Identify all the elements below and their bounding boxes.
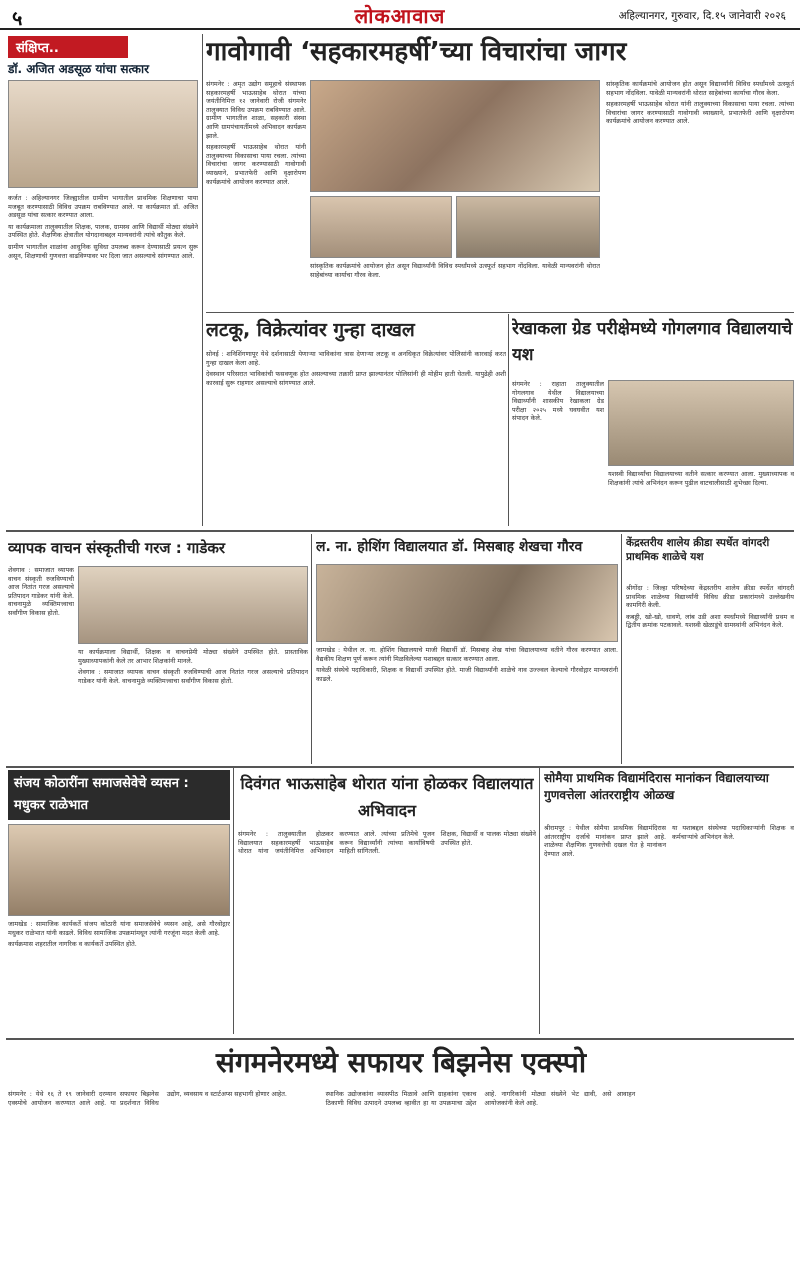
rekhakala-headline: रेखाकला ग्रेड परीक्षेमध्ये गोगलगाव विद्यालयाचे यश — [512, 319, 793, 365]
someya-body — [544, 824, 794, 1034]
sahakar-photo-main — [310, 80, 600, 192]
rekhakala-body — [512, 380, 604, 526]
latkoo-paragraph: सोनई : शनिशिंगणापूर येथे दर्शनासाठी येणाऱ्या भाविकांना त्रास देणाऱ्या लटकू व अनधिकृत विक्रेत्यांवर पोलिसांनी कारवाई करत गुन्हा दाखल केला आहे. — [206, 350, 506, 367]
sanjay-headline: संजय कोठारींना समाजसेवेचे व्यसन : मधुकर राळेभात — [8, 770, 230, 820]
horshing-headline: ल. ना. होशिंग विद्यालयात डॉ. मिसबाह शेखचा गौरव — [316, 539, 583, 555]
someya-paragraph: या यशाबद्दल संस्थेच्या पदाधिकाऱ्यांनी शिक्षक व कर्मचाऱ्यांचे अभिनंदन केले. — [672, 824, 794, 841]
sahakar-body-side — [606, 80, 794, 302]
latkoo-headline: लटकू, विक्रेत्यांवर गुन्हा दाखल — [206, 319, 415, 341]
section-divider — [6, 1038, 794, 1040]
horshing-paragraph: जामखेड : येथील ल. ना. होशिंग विद्यालयाचे माजी विद्यार्थी डॉ. मिसबाह शेख यांचा विद्यालयाच्या वतीने गौरव करण्यात आला. वैद्यकीय शिक्षण पूर्ण करून त्यांनी मिळविलेल्या यशाबद्दल सत्कार करण्यात आला. — [316, 646, 618, 663]
sidebar-label: संक्षिप्त.. — [8, 36, 128, 58]
vachan-body — [8, 566, 74, 762]
rekhakala-photo — [608, 380, 794, 466]
holkar-body — [238, 830, 536, 1034]
section-divider — [206, 312, 794, 313]
rekhakala-paragraph: संगमनेर : राहाता तालुक्यातील गोगलगाव येथील विद्यालयाच्या विद्यार्थ्यांनी शासकीय रेखाकला ग्रेड परीक्षा २०२५ मध्ये घवघवीत यश संपादन केले. — [512, 380, 604, 423]
masthead — [0, 0, 800, 30]
sahakar-paragraph: सहकारमहर्षी भाऊसाहेब थोरात यांनी तालुक्याच्या विकासाचा पाया रचला. त्यांच्या विचारांचा जागर करण्यासाठी गावोगावी व्याख्याने, प्रभातफेरी आणि वृक्षारोपण कार्यक्रमांचे आयोजन करण्यात आले. — [606, 100, 794, 126]
column-divider — [233, 768, 234, 1034]
sanjay-paragraph: जामखेड : सामाजिक कार्यकर्ते संजय कोठारी यांना समाजसेवेचे व्यसन आहे, असे गौरवोद्गार मधुकर राळेभात यांनी काढले. विविध सामाजिक उपक्रमांमधून त्यांनी गरजूंना मदत केली आहे. — [8, 920, 230, 937]
vachan-paragraph: शेवगाव : समाजात व्यापक वाचन संस्कृती रुजविण्याची आज नितांत गरज असल्याचे प्रतिपादन गाडेकर यांनी केले. वाचनामुळे व्यक्तिमत्त्वाचा सर्वांगीण विकास होतो. — [78, 668, 308, 685]
vachan-headline: व्यापक वाचन संस्कृतीची गरज : गाडेकर — [8, 539, 226, 557]
newspaper-logo: लोकआवाज — [354, 4, 446, 28]
sidebar-headline: डॉ. अजित अडसूळ यांचा सत्कार — [8, 62, 150, 76]
sahakar-headline: गावोगावी ‘सहकारमहर्षी’च्या विचारांचा जागर — [206, 37, 627, 67]
section-divider — [6, 766, 794, 768]
sahakar-photo-right — [456, 196, 600, 258]
sidebar-body — [8, 194, 198, 524]
vachan-body-2 — [78, 648, 308, 762]
vachan-paragraph: या कार्यक्रमाला विद्यार्थी, शिक्षक व वाचनप्रेमी मोठ्या संख्येने उपस्थित होते. प्रास्ताविक मुख्याध्यापकांनी केले तर आभार शिक्षकांनी मानले. — [78, 648, 308, 665]
sanjay-body — [8, 920, 230, 1034]
column-divider — [202, 34, 203, 526]
sidebar-paragraph: कर्जत : अहिल्यानगर जिल्ह्यातील ग्रामीण भागातील प्राथमिक शिक्षणाचा पाया मजबूत करण्यासाठी विविध उपक्रम राबविण्यात आले. या कार्यक्रमात डॉ. अजित अडसूळ यांचा सत्कार करण्यात आला. — [8, 194, 198, 220]
sahakar-photo-left — [310, 196, 452, 258]
someya-paragraph: श्रीरामपूर : येथील सोमैया प्राथमिक विद्यामंदिरास आंतरराष्ट्रीय दर्जाचे मानांकन प्राप्त झाले आहे. शाळेच्या शैक्षणिक गुणवत्तेची दखल घेत हे मानांकन देण्यात आले. — [544, 824, 666, 858]
expo-paragraph: संगमनेर : येथे १६ ते १९ जानेवारी दरम्यान सफायर बिझनेस एक्स्पोचे आयोजन करण्यात आले आहे. या प्रदर्शनात विविध उद्योग, व्यवसाय व स्टार्टअप्स सहभागी होणार आहेत. — [8, 1090, 287, 1107]
expo-body — [8, 1090, 794, 1266]
dateline: अहिल्यानगर, गुरुवार, दि.१५ जानेवारी २०२६ — [618, 10, 786, 22]
kendrastariya-headline: केंद्रस्तरीय शालेय क्रीडा स्पर्धेत वांगदरी प्राथमिक शाळेचे यश — [626, 537, 770, 563]
sahakar-body-2 — [310, 262, 600, 308]
kendrastariya-paragraph: कबड्डी, खो-खो, धावणे, लांब उडी अशा स्पर्धांमध्ये विद्यार्थ्यांनी प्रथम व द्वितीय क्रमांक पटकावले. यशस्वी खेळाडूंचे ग्रामस्थांनी अभिनंदन केले. — [626, 612, 794, 630]
sahakar-paragraph: सांस्कृतिक कार्यक्रमांचे आयोजन होत असून विद्यार्थ्यांनी विविध स्पर्धांमध्ये उत्स्फूर्त सहभाग नोंदविला. यावेळी मान्यवरांनी थोरात साहेबांच्या कार्याचा गौरव केला. — [310, 262, 600, 279]
holkar-headline: दिवंगत भाऊसाहेब थोरात यांना होळकर विद्यालयात अभिवादन — [240, 774, 534, 820]
sahakar-body — [206, 80, 306, 300]
section-divider — [6, 530, 794, 532]
horshing-photo — [316, 564, 618, 642]
rekhakala-paragraph: यशस्वी विद्यार्थ्यांचा विद्यालयाच्या वतीने सत्कार करण्यात आला. मुख्याध्यापक व शिक्षकांनी त्यांचे अभिनंदन करून पुढील वाटचालीसाठी शुभेच्छा दिल्या. — [608, 470, 794, 487]
vachan-paragraph: शेवगाव : समाजात व्यापक वाचन संस्कृती रुजविण्याची आज नितांत गरज असल्याचे प्रतिपादन गाडेकर यांनी केले. वाचनामुळे व्यक्तिमत्त्वाचा सर्वांगीण विकास होतो. — [8, 566, 74, 617]
sidebar-paragraph: ग्रामीण भागातील शाळांना आधुनिक सुविधा उपलब्ध करून देण्यासाठी प्रयत्न सुरू असून, शिक्षणाची गुणवत्ता वाढविण्यावर भर दिला जात असल्याचे सांगण्यात आले. — [8, 242, 198, 260]
column-divider — [311, 534, 312, 764]
vachan-photo — [78, 566, 308, 644]
sidebar-photo — [8, 80, 198, 188]
expo-headline: संगमनेरमध्ये सफायर बिझनेस एक्स्पो — [215, 1046, 587, 1079]
someya-headline: सोमैया प्राथमिक विद्यामंदिरास मानांकन विद्यालयाच्या गुणवत्तेला आंतरराष्ट्रीय ओळख — [544, 771, 769, 802]
column-divider — [508, 314, 509, 526]
sidebar-paragraph: या कार्यक्रमाला तालुक्यातील शिक्षक, पालक, ग्रामस्थ आणि विद्यार्थी मोठ्या संख्येने उपस्थित होते. शैक्षणिक क्षेत्रातील योगदानाबद्दल मान्यवरांनी त्यांचे कौतुक केले. — [8, 222, 198, 240]
sanjay-paragraph: कार्यक्रमास शहरातील नागरिक व कार्यकर्ते उपस्थित होते. — [8, 940, 137, 949]
column-divider — [539, 768, 540, 1034]
latkoo-paragraph: देवस्थान परिसरात भाविकांची फसवणूक होत असल्याच्या तक्रारी प्राप्त झाल्यानंतर पोलिसांनी ही मोहीम हाती घेतली. यापुढेही अशी कारवाई सुरू राहणार असल्याचे सांगण्यात आले. — [206, 370, 506, 387]
sanjay-photo — [8, 824, 230, 916]
expo-paragraph: स्थानिक उद्योजकांना व्यासपीठ मिळावे आणि ग्राहकांना एकाच ठिकाणी विविध उत्पादने उपलब्ध व्हावीत हा या उपक्रमाचा उद्देश आहे. नागरिकांनी मोठ्या संख्येने भेट द्यावी, असे आवाहन आयोजकांनी केले आहे. — [325, 1090, 636, 1107]
sahakar-paragraph: सहकारमहर्षी भाऊसाहेब थोरात यांनी तालुक्याच्या विकासाचा पाया रचला. त्यांच्या विचारांचा जागर करण्यासाठी गावोगावी व्याख्याने, प्रभातफेरी आणि वृक्षारोपण कार्यक्रमांचे आयोजन करण्यात आले. — [206, 143, 306, 186]
column-divider — [621, 534, 622, 764]
sahakar-paragraph: सांस्कृतिक कार्यक्रमांचे आयोजन होत असून विद्यार्थ्यांनी विविध स्पर्धांमध्ये उत्स्फूर्त सहभाग नोंदविला. यावेळी मान्यवरांनी थोरात साहेबांच्या कार्याचा गौरव केला. — [606, 80, 794, 97]
horshing-body — [316, 646, 618, 762]
kendrastariya-body — [626, 584, 794, 762]
holkar-paragraph: शिक्षक, विद्यार्थी व पालक मोठ्या संख्येने उपस्थित होते. — [440, 830, 536, 847]
rekhakala-body-2 — [608, 470, 794, 526]
sahakar-paragraph: संगमनेर : अमृत उद्योग समूहाचे संस्थापक सहकारमहर्षी भाऊसाहेब थोरात यांच्या जयंतीनिमित्त १२ जानेवारी रोजी संगमनेर तालुक्यात विविध उपक्रम राबविण्यात आले. ग्रामीण भागातील शाळा, सहकारी संस्था आणि ग्रामपंचायतींमध्ये अभिवादन कार्यक्रम झाले. — [206, 80, 306, 140]
horshing-paragraph: यावेळी संस्थेचे पदाधिकारी, शिक्षक व विद्यार्थी उपस्थित होते. माजी विद्यार्थ्यांनी शाळेचे नाव उज्ज्वल केल्याचे गौरवोद्गार मान्यवरांनी काढले. — [316, 666, 618, 683]
holkar-paragraph: संगमनेर : तालुक्यातील होळकर विद्यालयात सहकारमहर्षी भाऊसाहेब थोरात यांना जयंतीनिमित्त अभिवादन करण्यात आले. त्यांच्या प्रतिमेचे पूजन करून विद्यार्थ्यांनी त्यांच्या कार्याविषयी माहिती सांगितली. — [238, 830, 435, 856]
latkoo-body — [206, 350, 506, 526]
kendrastariya-paragraph: श्रीगोंदा : जिल्हा परिषदेच्या केंद्रस्तरीय शालेय क्रीडा स्पर्धेत वांगदरी प्राथमिक शाळेच्या विद्यार्थ्यांनी विविध क्रीडा प्रकारांमध्ये उल्लेखनीय कामगिरी केली. — [626, 584, 794, 610]
page-number: ५ — [12, 6, 23, 30]
